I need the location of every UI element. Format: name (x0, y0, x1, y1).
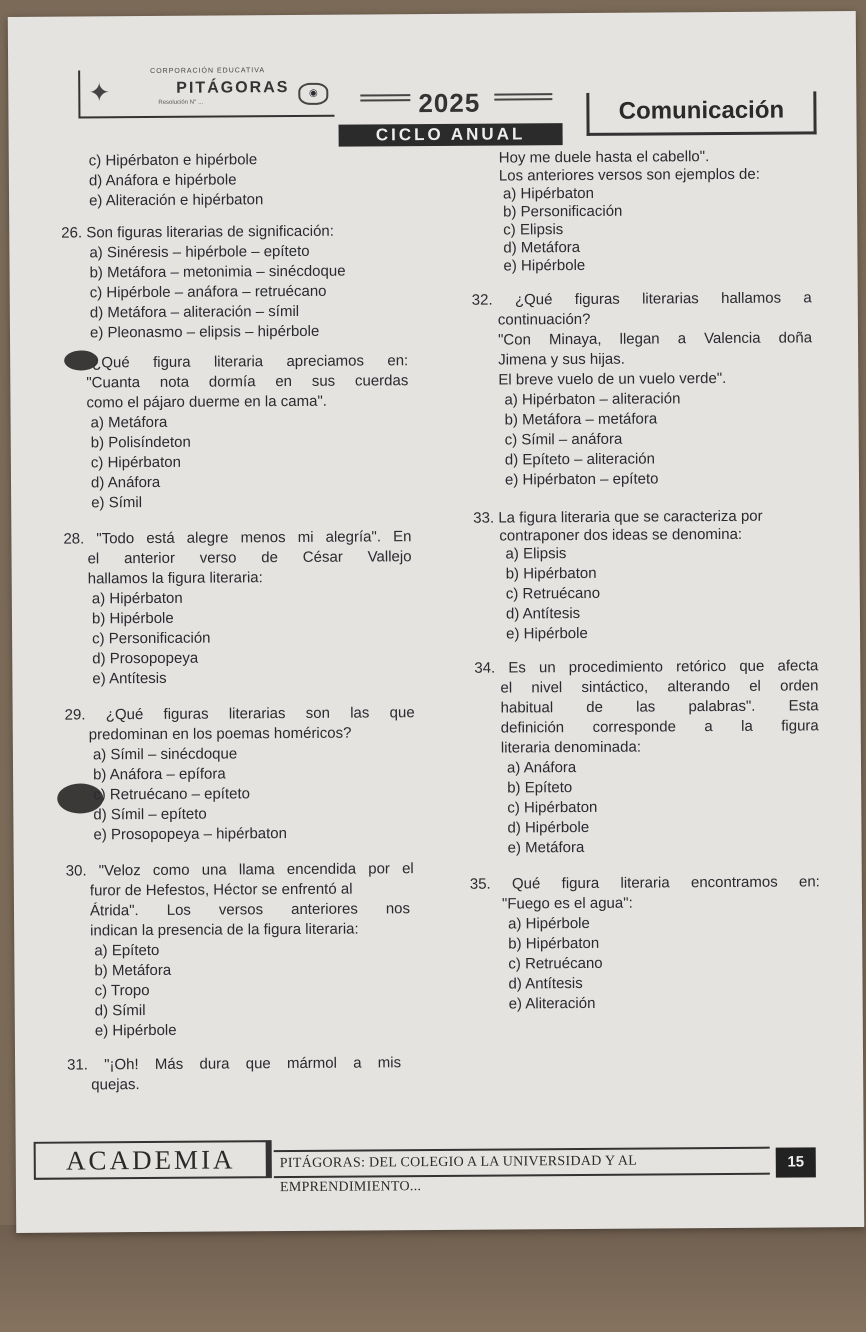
option-line: e) Símil (91, 494, 143, 512)
question-text-line: "Fuego es el agua": (501, 894, 633, 913)
question-text-line: El breve vuelo de un vuelo verde". (498, 369, 727, 389)
year-divider-left (360, 94, 410, 101)
question-33: 33. La figura literaria que se caracteriza por (473, 507, 763, 527)
academy-brand: ACADEMIA (34, 1140, 272, 1180)
question-34: 34. Es un procedimiento retórico que afecta (474, 657, 819, 677)
option-line: b) Epíteto (507, 779, 573, 797)
question-28: 28. "Todo está alegre menos mi alegría". En (63, 528, 412, 548)
logo-subtitle: CORPORACIÓN EDUCATIVA (150, 67, 266, 75)
school-logo (78, 69, 334, 119)
option-line: d) Metáfora – aliteración – símil (89, 302, 300, 322)
year-label: 2025 (418, 87, 481, 119)
option-line: b) Polisíndeton (90, 433, 191, 452)
question-text-line: quejas. (91, 1076, 140, 1094)
question-text-line: literaria denominada: (500, 738, 642, 757)
option-line: c) Retruécano (505, 584, 601, 603)
option-line: c) Hipérbole – anáfora – retruécano (89, 282, 327, 302)
option-line: d) Metáfora (503, 238, 581, 257)
option-line: c) Símil – anáfora (504, 430, 623, 449)
option-line: b) Personificación (503, 202, 623, 221)
question-text-line: hallamos la figura literaria: (87, 569, 263, 588)
question-text-line: Hoy me duele hasta el cabello". (498, 148, 710, 167)
option-line: a) Hipérbole (508, 914, 590, 933)
option-line: a) Hipérbaton – aliteración (504, 390, 681, 409)
option-line: b) Hipérbaton (505, 564, 597, 583)
question-text-line: el anterior verso de César Vallejo (87, 548, 412, 568)
question-text-line: continuación? (497, 310, 591, 329)
question-text-line: contraponer dos ideas se denomina: (499, 525, 743, 545)
logo-name: PITÁGORAS (176, 79, 290, 97)
option-line: e) Prosopopeya – hipérbaton (93, 825, 288, 844)
question-text-line: Átrida". Los versos anteriores nos (89, 900, 411, 920)
option-line: e) Hipérbole (94, 1021, 177, 1040)
option-line: e) Aliteración e hipérbaton (88, 191, 264, 210)
desk-background (0, 1225, 866, 1332)
option-line: d) Símil – epíteto (93, 805, 207, 824)
option-line: b) Hipérbole (91, 609, 174, 628)
option-line: a) Anáfora (506, 759, 577, 777)
option-line: e) Pleonasmo – elipsis – hipérbole (89, 322, 320, 342)
option-line: a) Elipsis (505, 545, 567, 563)
option-line: c) Elipsis (503, 221, 564, 239)
question-text-line: definición corresponde a la figura (500, 717, 819, 737)
question-text-line: furor de Hefestos, Héctor se enfrentó al (89, 880, 353, 900)
option-line: e) Aliteración (508, 994, 596, 1013)
option-line: c) Retruécano – epíteto (93, 785, 251, 804)
question-31: 31. "¡Oh! Más dura que mármol a mis (67, 1054, 402, 1074)
question-text-line: habitual de las palabras". Esta (500, 697, 819, 717)
option-line: c) Hipérbaton e hipérbole (88, 151, 258, 170)
option-line: e) Hipérbole (506, 624, 588, 643)
option-line: a) Hipérbaton (91, 589, 183, 608)
option-line: c) Hipérbaton (507, 798, 598, 817)
option-line: e) Hipérbaton – epíteto (504, 470, 659, 489)
option-line: b) Metáfora (94, 961, 172, 980)
option-line: d) Anáfora e hipérbole (88, 171, 237, 190)
option-line: a) Epíteto (94, 941, 160, 960)
option-line: d) Prosopopeya (92, 649, 199, 668)
option-line: e) Metáfora (507, 838, 585, 857)
option-line: d) Epíteto – aliteración (504, 450, 656, 469)
logo-tagline: Resolución N° ... (158, 99, 204, 106)
question-text-line: "Cuanta nota dormía en sus cuerdas (86, 372, 409, 392)
option-line: d) Símil (94, 1002, 146, 1020)
option-line: d) Antítesis (505, 604, 581, 623)
option-line: d) Antítesis (508, 974, 583, 993)
question-30: 30. "Veloz como una llama encendida por el (65, 860, 414, 880)
option-line: e) Hipérbole (503, 256, 586, 275)
question-26: 26. Son figuras literarias de significación: (61, 222, 334, 242)
option-line: b) Anáfora – epífora (92, 765, 226, 784)
worksheet-page (8, 11, 864, 1233)
subject-title: Comunicación (586, 91, 816, 136)
question-text-line: predominan en los poemas homéricos? (88, 724, 352, 744)
option-line: a) Sinéresis – hipérbole – epíteto (89, 242, 310, 262)
option-line: a) Hipérbaton (502, 184, 594, 203)
option-line: d) Hipérbole (507, 818, 590, 837)
question-text-line: el nivel sintáctico, alterando el orden (500, 677, 819, 697)
question-text-line: Los anteriores versos son ejemplos de: (498, 165, 760, 185)
option-line: d) Anáfora (90, 473, 161, 492)
option-line: a) Metáfora (90, 413, 168, 432)
question-32: 32. ¿Qué figuras literarias hallamos a (471, 289, 812, 309)
question-text-line: indican la presencia de la figura literaria: (90, 920, 359, 940)
footer-slogan: PITÁGORAS: DEL COLEGIO A LA UNIVERSIDAD Y AL EMPRENDIMIENTO... (274, 1147, 770, 1178)
option-line: a) Símil – sinécdoque (92, 745, 238, 764)
year-divider-right (494, 93, 552, 100)
cycle-banner: CICLO ANUAL (339, 123, 563, 147)
option-line: b) Metáfora – metáfora (504, 410, 658, 429)
page-number: 15 (776, 1147, 816, 1177)
question-text-line: Jimena y sus hijas. (498, 350, 625, 369)
option-line: b) Hipérbaton (508, 934, 600, 953)
option-line: e) Antítesis (92, 669, 167, 688)
question-29: 29. ¿Qué figuras literarias son las que (64, 704, 415, 724)
question-text-line: como el pájaro duerme en la cama". (86, 392, 327, 412)
option-line: c) Personificación (92, 629, 211, 648)
option-line: c) Retruécano (508, 954, 603, 973)
option-line: b) Metáfora – metonimia – sinécdoque (89, 262, 346, 282)
question-27: ¿Qué figura literaria apreciamos en: (92, 352, 409, 372)
option-line: c) Tropo (94, 982, 150, 1000)
question-35: 35. Qué figura literaria encontramos en: (469, 873, 820, 893)
badge-icon: ◉ (298, 83, 328, 105)
question-text-line: "Con Minaya, llegan a Valencia doña (497, 329, 813, 349)
crest-icon: ✦ (88, 77, 111, 108)
option-line: c) Hipérbaton (90, 453, 181, 472)
